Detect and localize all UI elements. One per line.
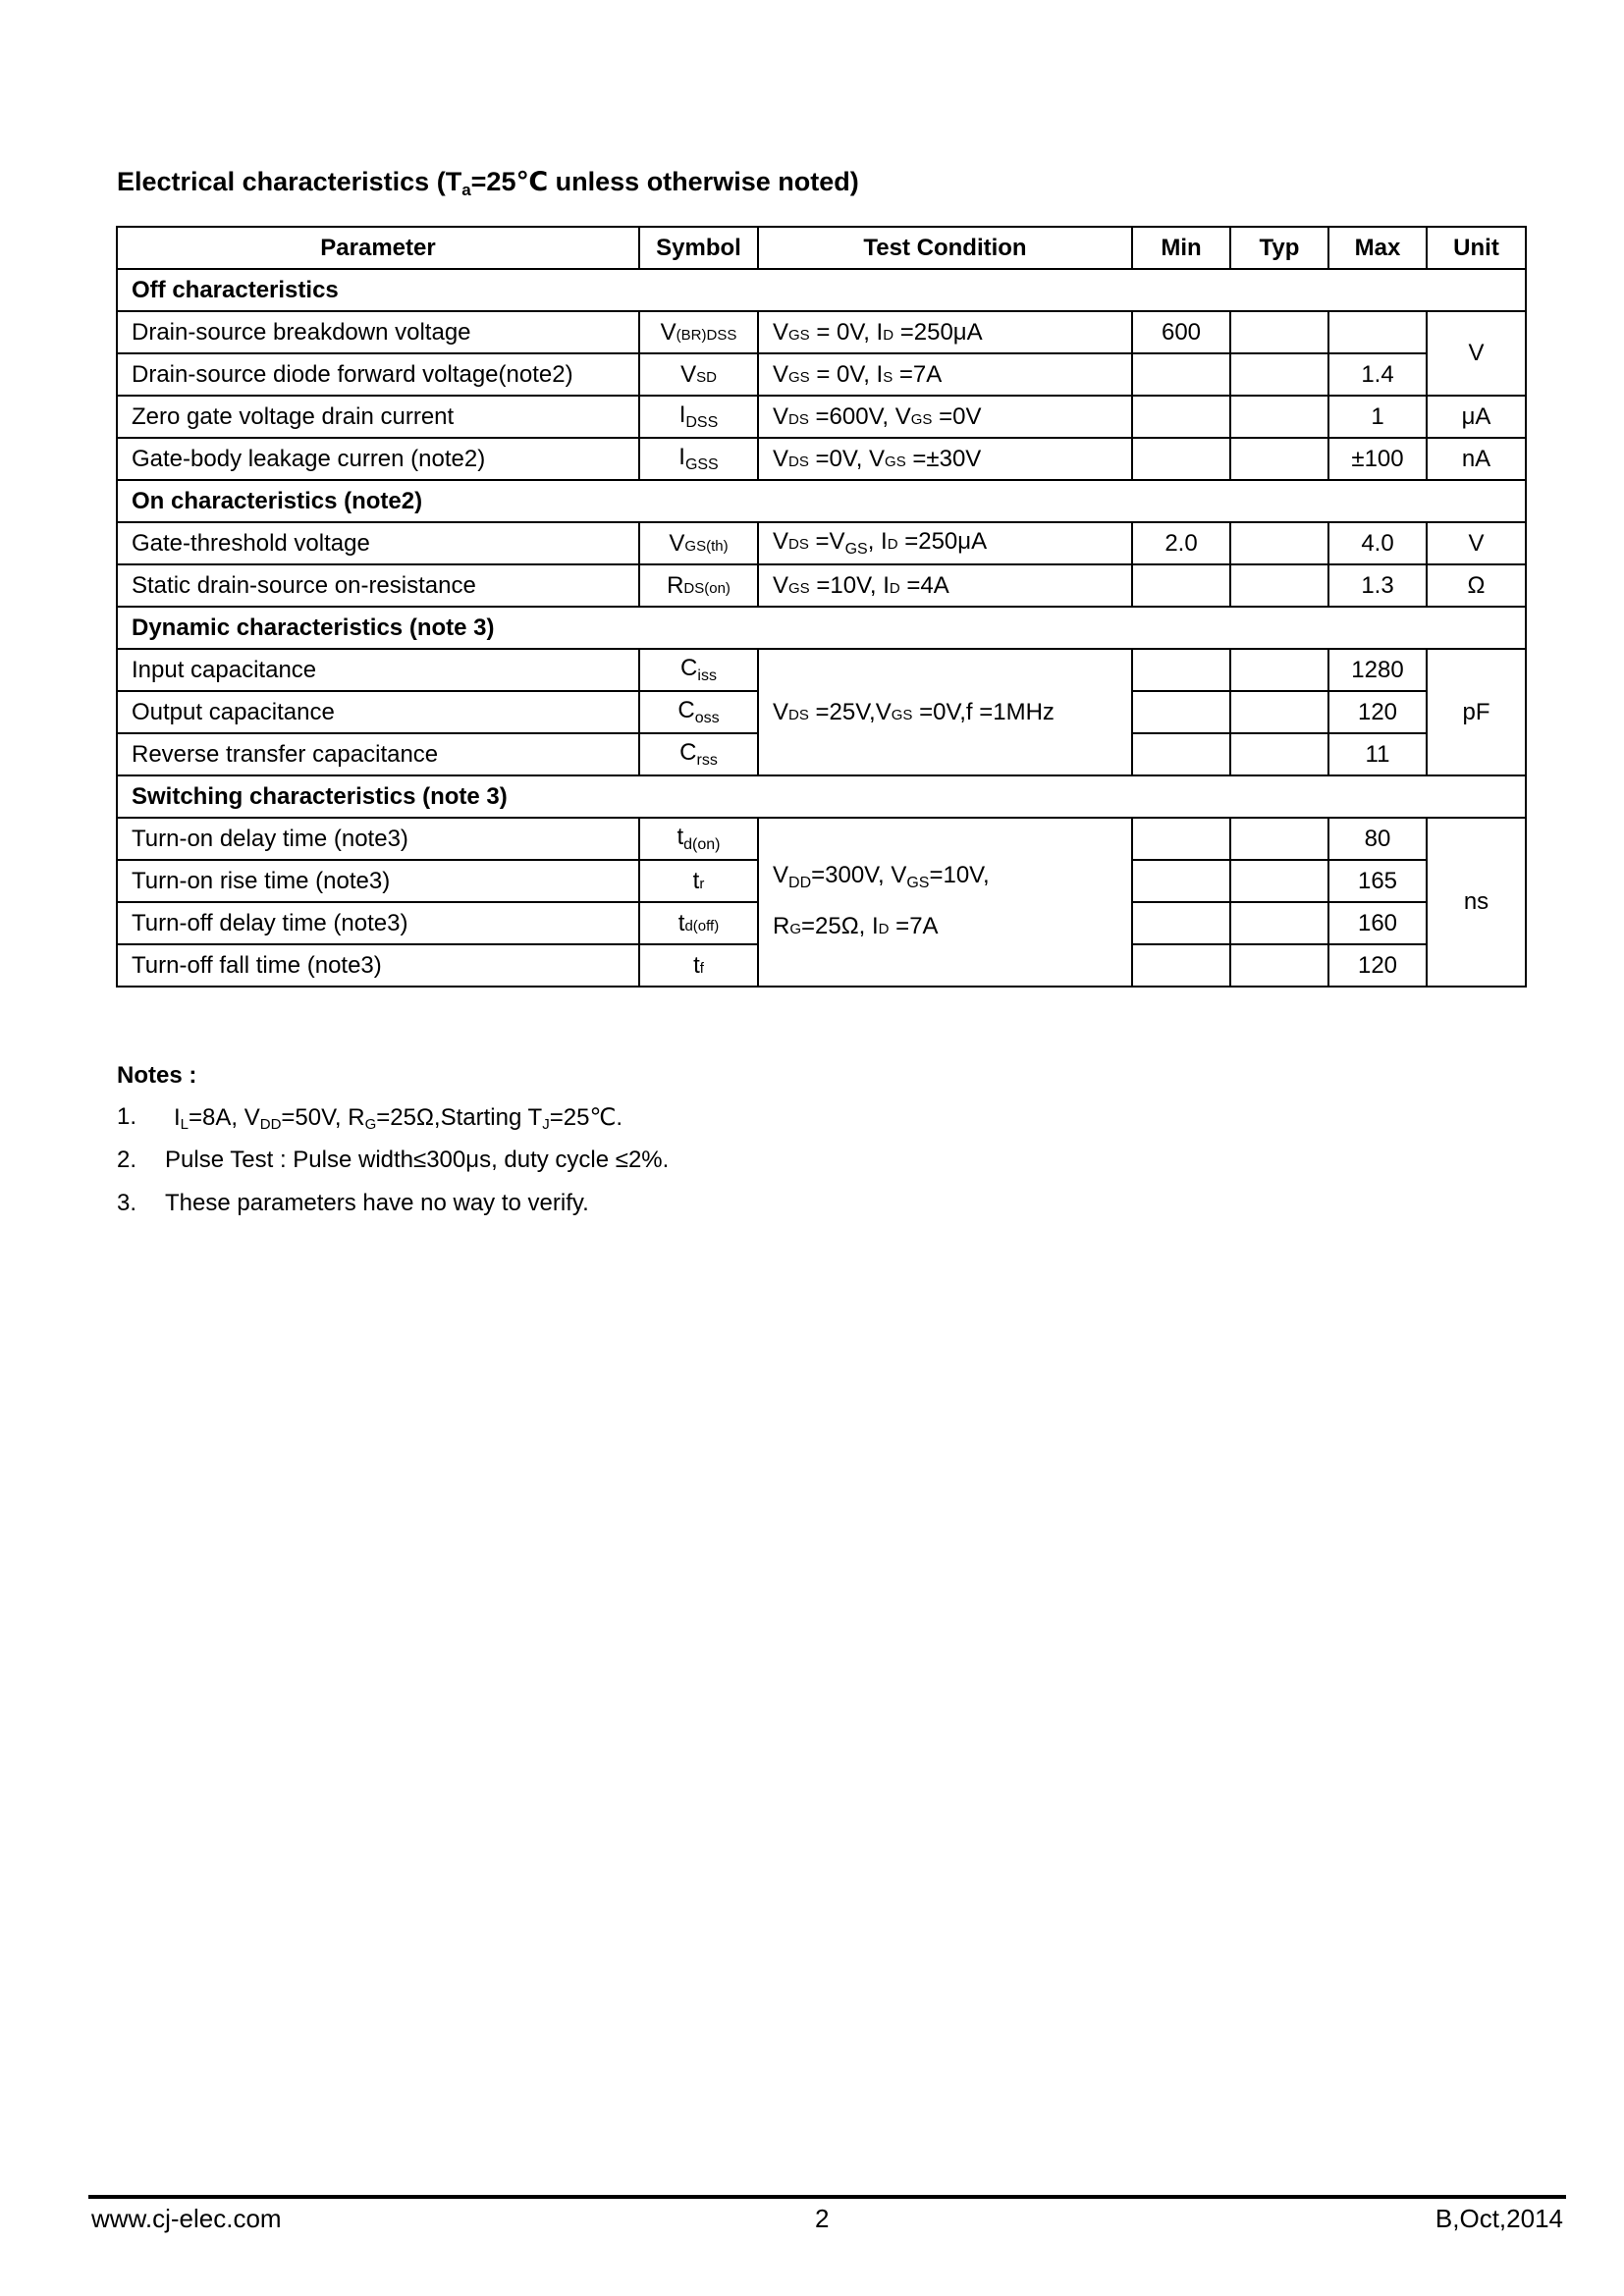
header-parameter: Parameter <box>117 227 639 269</box>
notes-section <box>117 1062 669 1233</box>
symbol-cell: $t_{d(on)}$ <box>639 818 758 860</box>
symbol-cell: $C_{oss}$ <box>639 691 758 733</box>
symbol-cell: RDS(on) <box>639 564 758 607</box>
symbol-cell: $C_{iss}$ <box>639 649 758 691</box>
unit-cell: μA <box>1427 396 1526 438</box>
max-cell: 160 <box>1328 902 1427 944</box>
min-cell: 2.0 <box>1132 522 1230 564</box>
param-cell: Turn-off delay time (note3) <box>117 902 639 944</box>
max-cell: 1 <box>1328 396 1427 438</box>
footer-revision: B,Oct,2014 <box>1435 2204 1563 2233</box>
typ-cell <box>1230 649 1328 691</box>
table-row <box>117 396 1526 438</box>
table-row <box>117 564 1526 607</box>
condition-line: $V_{DD}=300V$, $V_{GS}=10V$, <box>773 861 990 891</box>
min-cell <box>1132 353 1230 396</box>
symbol-cell: $C_{rss}$ <box>639 733 758 775</box>
param-cell: Static drain-source on-resistance <box>117 564 639 607</box>
note-number: 1. <box>117 1103 137 1130</box>
typ-cell <box>1230 860 1328 902</box>
typ-cell <box>1230 902 1328 944</box>
min-cell <box>1132 944 1230 987</box>
param-cell: Turn-on rise time (note3) <box>117 860 639 902</box>
param-cell: Turn-on delay time (note3) <box>117 818 639 860</box>
unit-cell: Ω <box>1427 564 1526 607</box>
param-cell: Gate-threshold voltage <box>117 522 639 564</box>
min-cell: 600 <box>1132 311 1230 353</box>
page-title: Electrical characteristics ($T_a=25℃$ unless otherwise noted) <box>117 167 859 199</box>
min-cell <box>1132 818 1230 860</box>
table-header-row <box>117 227 1526 269</box>
symbol-cell: VSD <box>639 353 758 396</box>
table-row <box>117 353 1526 396</box>
symbol-cell: tr <box>639 860 758 902</box>
max-cell <box>1328 311 1427 353</box>
notes-heading: Notes : <box>117 1062 197 1089</box>
max-cell: 1.3 <box>1328 564 1427 607</box>
header-max: Max <box>1328 227 1427 269</box>
symbol-cell: tf <box>639 944 758 987</box>
note-number: 2. <box>117 1147 137 1173</box>
param-cell: Drain-source diode forward voltage(note2) <box>117 353 639 396</box>
typ-cell <box>1230 396 1328 438</box>
min-cell <box>1132 860 1230 902</box>
typ-cell <box>1230 564 1328 607</box>
max-cell: 11 <box>1328 733 1427 775</box>
min-cell <box>1132 733 1230 775</box>
table-row <box>117 522 1526 564</box>
header-min: Min <box>1132 227 1230 269</box>
table-row <box>117 649 1526 691</box>
param-cell: Turn-off fall time (note3) <box>117 944 639 987</box>
min-cell <box>1132 649 1230 691</box>
condition-cell: VDS $=V_{GS}$, ID =250μA <box>758 522 1132 564</box>
typ-cell <box>1230 818 1328 860</box>
note-text: Pulse Test : Pulse width≤300μs, duty cycle ≤2%. <box>165 1147 670 1173</box>
unit-cell: V <box>1427 522 1526 564</box>
table-row <box>117 311 1526 353</box>
typ-cell <box>1230 353 1328 396</box>
condition-cell: VGS =10V, ID =4A <box>758 564 1132 607</box>
typ-cell <box>1230 311 1328 353</box>
note-number: 3. <box>117 1190 137 1216</box>
header-unit: Unit <box>1427 227 1526 269</box>
min-cell <box>1132 564 1230 607</box>
param-cell: Zero gate voltage drain current <box>117 396 639 438</box>
electrical-characteristics-table <box>116 226 1527 988</box>
param-cell: Output capacitance <box>117 691 639 733</box>
max-cell: 1280 <box>1328 649 1427 691</box>
condition-cell: VGS = 0V, ID =250μA <box>758 311 1132 353</box>
note-item <box>117 1190 669 1233</box>
typ-cell <box>1230 733 1328 775</box>
unit-cell: V <box>1427 311 1526 396</box>
footer-divider <box>88 2195 1566 2199</box>
note-text: $I_L=8A$, $V_{DD}=50V$, $R_G=25\Omega,Starting$ $T_J=25℃$. <box>174 1104 623 1133</box>
condition-cell: VDS =600V, VGS =0V <box>758 396 1132 438</box>
max-cell: 1.4 <box>1328 353 1427 396</box>
unit-cell: ns <box>1427 818 1526 987</box>
symbol-cell: VGS(th) <box>639 522 758 564</box>
symbol-cell: V(BR)DSS <box>639 311 758 353</box>
max-cell: 120 <box>1328 691 1427 733</box>
max-cell: ±100 <box>1328 438 1427 480</box>
typ-cell <box>1230 944 1328 987</box>
table-row <box>117 818 1526 860</box>
symbol-cell: td(off) <box>639 902 758 944</box>
max-cell: 4.0 <box>1328 522 1427 564</box>
condition-cell: VDS =0V, VGS =±30V <box>758 438 1132 480</box>
table-row <box>117 438 1526 480</box>
min-cell <box>1132 691 1230 733</box>
header-typ: Typ <box>1230 227 1328 269</box>
min-cell <box>1132 438 1230 480</box>
min-cell <box>1132 902 1230 944</box>
note-text: These parameters have no way to verify. <box>165 1190 589 1216</box>
typ-cell <box>1230 691 1328 733</box>
max-cell: 165 <box>1328 860 1427 902</box>
section-off: Off characteristics <box>117 269 1526 311</box>
footer-page-number: 2 <box>815 2204 830 2233</box>
symbol-cell: $I_{GSS}$ <box>639 438 758 480</box>
section-on: On characteristics (note2) <box>117 480 1526 522</box>
param-cell: Gate-body leakage curren (note2) <box>117 438 639 480</box>
param-cell: Drain-source breakdown voltage <box>117 311 639 353</box>
condition-cell <box>758 818 1132 987</box>
unit-cell: nA <box>1427 438 1526 480</box>
max-cell: 120 <box>1328 944 1427 987</box>
section-dynamic: Dynamic characteristics (note 3) <box>117 607 1526 649</box>
param-cell: Reverse transfer capacitance <box>117 733 639 775</box>
condition-line: RG=25Ω, ID =7A <box>773 912 939 939</box>
condition-cell: VDS =25V,VGS =0V,f =1MHz <box>758 649 1132 775</box>
max-cell: 80 <box>1328 818 1427 860</box>
header-symbol: Symbol <box>639 227 758 269</box>
header-test-condition: Test Condition <box>758 227 1132 269</box>
min-cell <box>1132 396 1230 438</box>
typ-cell <box>1230 522 1328 564</box>
symbol-cell: $I_{DSS}$ <box>639 396 758 438</box>
note-item <box>117 1147 669 1190</box>
note-item <box>117 1103 669 1147</box>
condition-cell: VGS = 0V, IS =7A <box>758 353 1132 396</box>
footer-website: www.cj-elec.com <box>91 2204 282 2233</box>
unit-cell: pF <box>1427 649 1526 775</box>
section-switching: Switching characteristics (note 3) <box>117 775 1526 818</box>
typ-cell <box>1230 438 1328 480</box>
param-cell: Input capacitance <box>117 649 639 691</box>
